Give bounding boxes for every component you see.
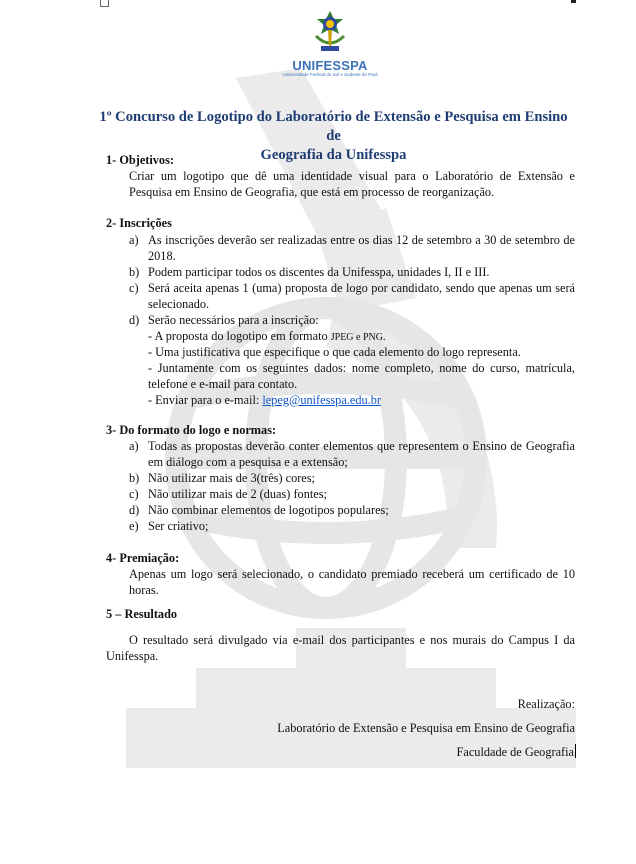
section-heading-objetivos: 1- Objetivos: <box>106 153 174 167</box>
logo-wordmark: UNIFESSPA <box>292 58 368 73</box>
signature-faculty <box>300 744 576 760</box>
objetivos-text: Criar um logotipo que dê uma identidade visual para o Laboratório de Extensão e Pesquisa em Ensino de Geografia, que está em processo de reorganização. <box>129 169 575 199</box>
section-heading-formato: 3- Do formato do logo e normas: <box>106 423 277 437</box>
list-item: Ser criativo; <box>148 519 209 533</box>
list-item: Não combinar elementos de logotipos populares; <box>148 503 389 517</box>
list-item: Podem participar todos os discentes da Unifesspa, unidades I, II e III. <box>148 265 490 279</box>
email-link[interactable]: lepeg@unifesspa.edu.br <box>262 393 381 407</box>
title-line-2: Geografia da Unifesspa <box>260 147 407 163</box>
list-marker: b) <box>129 265 140 279</box>
list-marker: d) <box>129 503 140 517</box>
signature-lab: Laboratório de Extensão e Pesquisa em Ensino de Geografia <box>277 721 575 735</box>
list-marker: a) <box>129 439 139 453</box>
page-corner-mark <box>100 0 109 7</box>
sub-item-justification: - Uma justificativa que especifique o que cada elemento do logo representa. <box>148 345 521 359</box>
resultado-text: O resultado será divulgado via e-mail dos participantes e nos murais do Campus I da Unifesspa. <box>106 633 575 663</box>
list-item: Será aceita apenas 1 (uma) proposta de logo por candidato, sendo que apenas um será selecionado. <box>148 281 575 311</box>
formats-text: JPEG e PNG. <box>330 332 386 343</box>
sub-item-email <box>148 392 575 408</box>
list-marker: c) <box>129 487 139 501</box>
title-line-1: 1º Concurso de Logotipo do Laboratório de Extensão e Pesquisa em Ensino de <box>99 109 568 144</box>
section-heading-resultado: 5 – Resultado <box>106 607 178 621</box>
section-heading-inscricoes: 2- Inscrições <box>106 216 172 230</box>
list-marker: d) <box>129 313 140 327</box>
signature-label: Realização: <box>517 697 575 711</box>
list-marker: e) <box>129 519 139 533</box>
sub-item-data: - Juntamente com os seguintes dados: nome completo, nome do curso, matrícula, telefone e e-mail para contato. <box>148 361 575 391</box>
list-marker: b) <box>129 471 140 485</box>
list-item: Serão necessários para a inscrição: <box>148 313 319 327</box>
logo-subtitle: Universidade Federal do Sul e Sudeste do Pará <box>282 72 378 77</box>
list-marker: a) <box>129 233 139 247</box>
unifesspa-logo <box>270 8 390 76</box>
list-item: Não utilizar mais de 2 (duas) fontes; <box>148 487 327 501</box>
coat-of-arms-icon <box>313 10 347 56</box>
section-heading-premiacao: 4- Premiação: <box>106 551 180 565</box>
sub-item-text: - Enviar para o e-mail: <box>148 393 263 407</box>
faculty-name: Faculdade de Geografia <box>456 745 574 759</box>
list-marker: c) <box>129 281 139 295</box>
sub-item-text: - A proposta do logotipo em formato <box>148 329 331 343</box>
premiacao-text: Apenas um logo será selecionado, o candidato premiado receberá um certificado de 10 horas. <box>129 567 575 597</box>
list-item: As inscrições deverão ser realizadas entre os dias 12 de setembro a 30 de setembro de 2018. <box>148 233 575 263</box>
list-item: Não utilizar mais de 3(três) cores; <box>148 471 315 485</box>
list-item: Todas as propostas deverão conter elementos que representem o Ensino de Geografia em diálogo com a pesquisa e a extensão; <box>148 439 575 469</box>
text-cursor <box>575 744 576 758</box>
page-edge-dot <box>571 0 576 3</box>
